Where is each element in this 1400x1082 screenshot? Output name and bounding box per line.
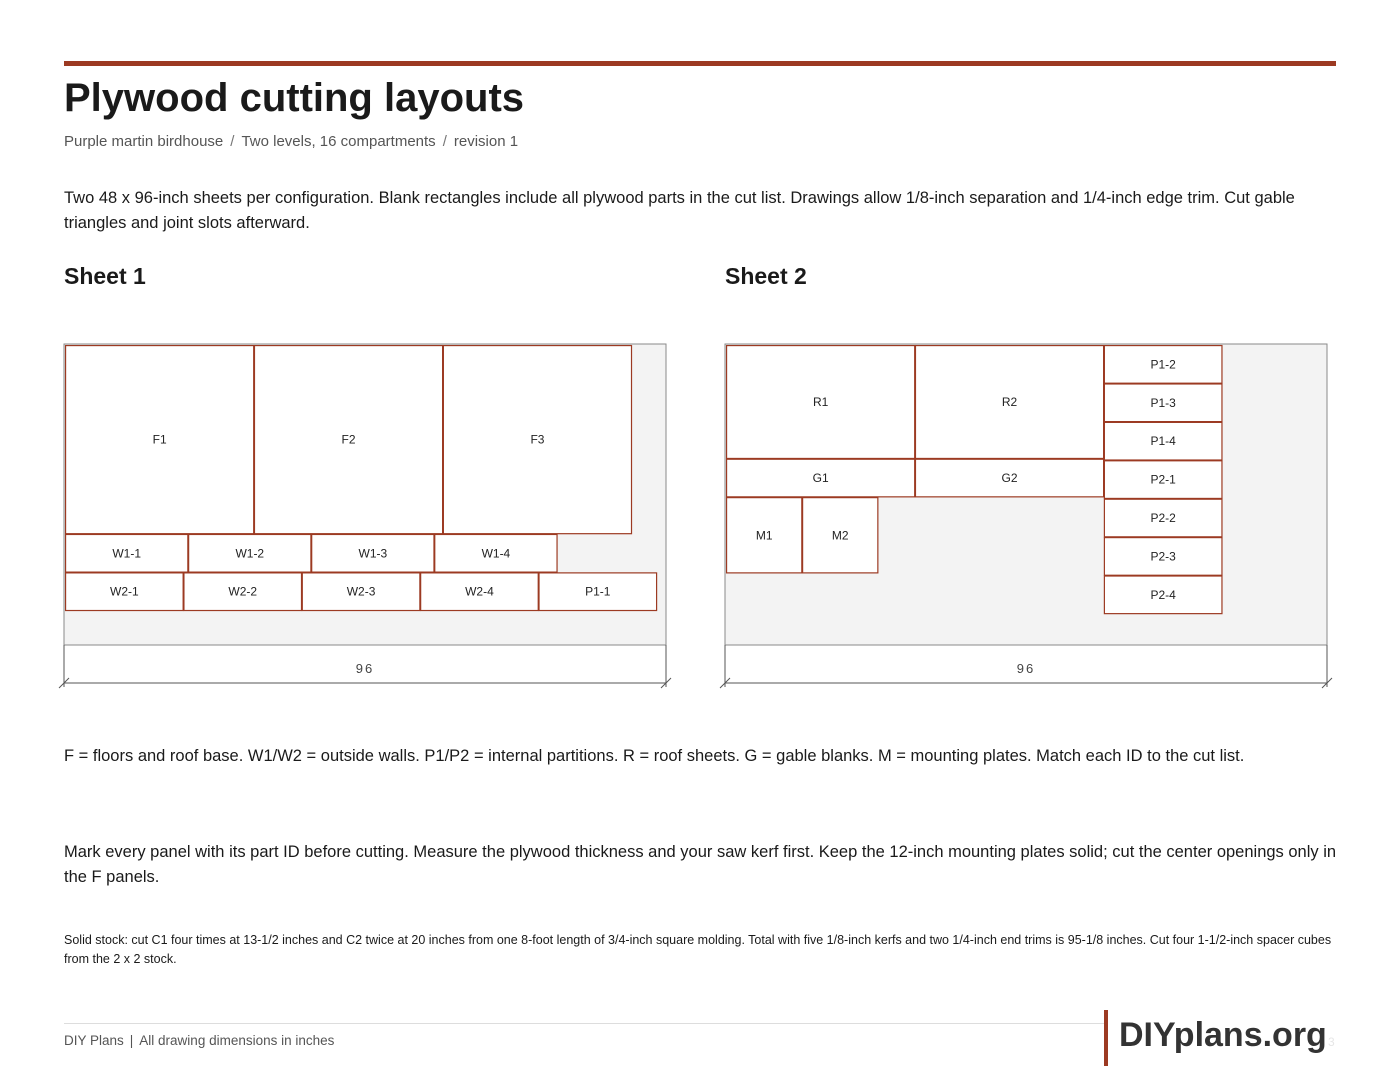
breadcrumb-separator: / xyxy=(230,133,235,150)
part-label-w1-2: W1-2 xyxy=(235,546,265,561)
part-label-g1: G1 xyxy=(812,471,829,486)
brand-accent-bar xyxy=(1104,1010,1108,1066)
footer-units-note: All drawing dimensions in inches xyxy=(139,1033,335,1048)
breadcrumb xyxy=(64,133,518,150)
part-label-m1: M1 xyxy=(755,528,773,543)
page-title: Plywood cutting layouts xyxy=(64,76,525,120)
sheet-1-title: Sheet 1 xyxy=(64,263,146,289)
part-label-r1: R1 xyxy=(812,395,829,410)
part-label-w1-4: W1-4 xyxy=(481,546,511,561)
sheet-2-title: Sheet 2 xyxy=(725,263,807,289)
breadcrumb-configuration: Two levels, 16 compartments xyxy=(241,133,436,150)
part-label-w2-2: W2-2 xyxy=(228,584,258,599)
page-number: 3 xyxy=(1328,1035,1335,1049)
footer-separator: | xyxy=(129,1033,134,1048)
breadcrumb-project: Purple martin birdhouse xyxy=(64,133,224,150)
part-label-p2-1: P2-1 xyxy=(1150,472,1176,487)
part-label-p1-2: P1-2 xyxy=(1150,357,1176,372)
sheet-2-layout-diagram xyxy=(716,330,1336,700)
brand-logo: DIYplans.org xyxy=(1119,1016,1327,1054)
top-accent-rule xyxy=(64,61,1336,66)
intro-paragraph: Two 48 x 96-inch sheets per configuration. Blank rectangles include all plywood parts in the cut list. Drawings allow 1/8-inch separation and 1/4-inch edge trim. Cut gable triangles and joint slots afterward. xyxy=(64,189,1295,232)
part-label-g2: G2 xyxy=(1001,471,1018,486)
part-label-p1-1: P1-1 xyxy=(585,584,611,599)
part-label-p1-4: P1-4 xyxy=(1150,434,1176,449)
cutting-note: Mark every panel with its part ID before cutting. Measure the plywood thickness and your saw kerf first. Keep the 12-inch mounting plates solid; cut the center openings only in the F panels. xyxy=(64,843,1337,886)
footer-rule xyxy=(64,1023,1104,1024)
sheet-1-layout-diagram xyxy=(55,330,675,700)
part-label-m2: M2 xyxy=(831,528,849,543)
part-label-p2-3: P2-3 xyxy=(1150,549,1176,564)
part-label-f3: F3 xyxy=(530,432,545,447)
sheet-width-label: 96 xyxy=(1016,661,1036,676)
part-label-p2-2: P2-2 xyxy=(1150,511,1176,526)
part-label-w1-1: W1-1 xyxy=(112,546,142,561)
part-label-f2: F2 xyxy=(341,432,356,447)
part-label-w2-3: W2-3 xyxy=(346,584,376,599)
solid-stock-note: Solid stock: cut C1 four times at 13-1/2 inches and C2 twice at 20 inches from one 8-foot length of 3/4-inch square molding. Total with five 1/8-inch kerfs and two 1/4-inch end trims is 95-1/8 inches. Cut four 1-1/2-inch spacer cubes from the 2 x 2 stock. xyxy=(64,933,1332,966)
part-label-r2: R2 xyxy=(1001,395,1018,410)
part-label-p1-3: P1-3 xyxy=(1150,395,1176,410)
part-label-w1-3: W1-3 xyxy=(358,546,388,561)
footer-site-name: DIY Plans xyxy=(64,1033,124,1048)
breadcrumb-separator: / xyxy=(442,133,447,150)
part-label-p2-4: P2-4 xyxy=(1150,587,1176,602)
breadcrumb-revision: revision 1 xyxy=(453,133,519,150)
part-label-f1: F1 xyxy=(152,432,167,447)
part-legend: F = floors and roof base. W1/W2 = outside walls. P1/P2 = internal partitions. R = roof sheets. G = gable blanks. M = mounting plates. Match each ID to the cut list. xyxy=(64,747,1245,765)
footer-text xyxy=(64,1033,334,1048)
part-label-w2-1: W2-1 xyxy=(110,584,139,599)
sheet-width-label: 96 xyxy=(355,661,375,676)
part-label-w2-4: W2-4 xyxy=(465,584,494,599)
